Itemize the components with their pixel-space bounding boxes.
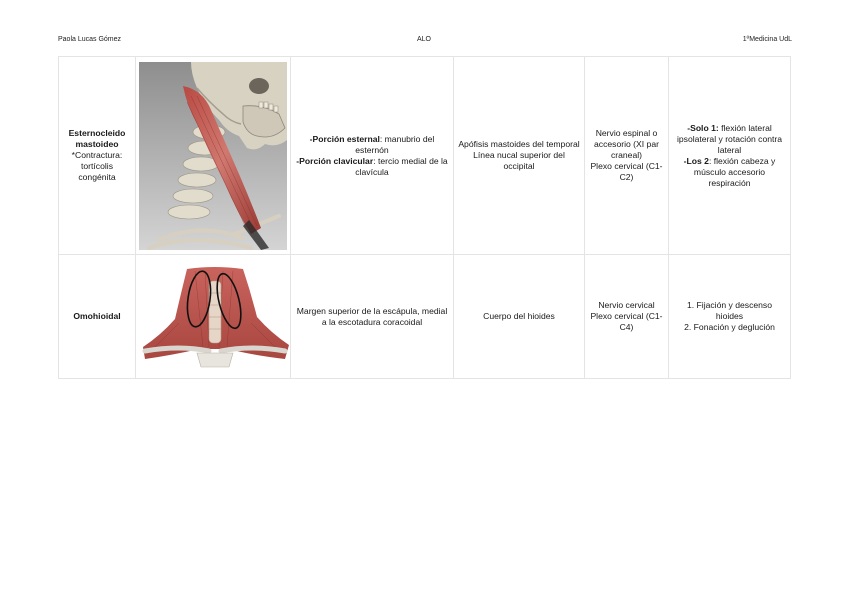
- action-cell: 1. Fijación y descenso hioides 2. Fonación y deglución: [669, 255, 791, 379]
- header-author: Paola Lucas Gómez: [58, 36, 122, 43]
- origin-cell: Margen superior de la escápula, medial a la escotadura coracoidal: [291, 255, 454, 379]
- action-cell: -Solo 1: flexión lateral ipsolateral y rotación contra lateral -Los 2: flexión cabeza y músculo accesorio respiración: [669, 57, 791, 255]
- omohyoid-anatomy-illustration: [139, 263, 289, 371]
- muscle-name: Omohioidal: [73, 311, 121, 321]
- muscle-name-cell: [59, 255, 136, 379]
- nerve-cell: Nervio cervical Plexo cervical (C1-C4): [585, 255, 669, 379]
- header-title: ALO: [416, 36, 431, 43]
- insertion-cell: Cuerpo del hioides: [454, 255, 585, 379]
- table-row: [59, 57, 791, 255]
- nerve-cell: Nervio espinal o accesorio (XI par craneal) Plexo cervical (C1-C2): [585, 57, 669, 255]
- scm-anatomy-illustration: [139, 62, 287, 250]
- illustration-cell: [136, 255, 291, 379]
- header-course: 1ºMedicina UdL: [742, 36, 792, 43]
- table-row: [59, 255, 791, 379]
- muscle-name-cell: [59, 57, 136, 255]
- muscle-table: [58, 56, 791, 379]
- muscle-note: *Contractura: tortícolis congénita: [71, 150, 123, 182]
- origin-cell: -Porción esternal: manubrio del esternón -Porción clavicular: tercio medial de la clavícula: [291, 57, 454, 255]
- illustration-cell: [136, 57, 291, 255]
- insertion-cell: Apófisis mastoides del temporal Línea nucal superior del occipital: [454, 57, 585, 255]
- muscle-name: Esternocleido mastoideo: [68, 128, 126, 149]
